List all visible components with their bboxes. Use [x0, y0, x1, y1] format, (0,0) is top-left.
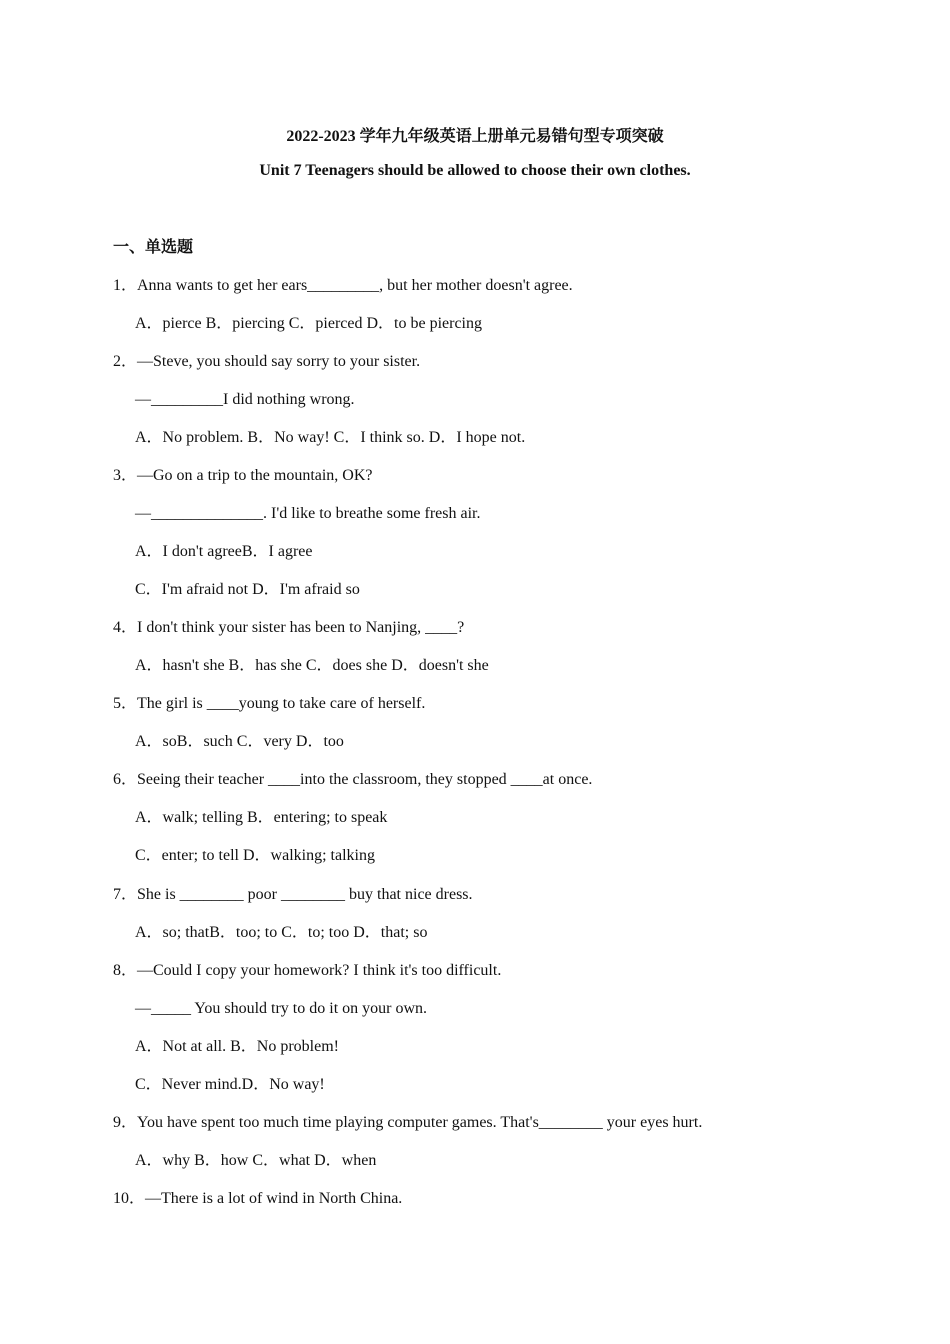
question-2-options: A．No problem. B．No way! C．I think so. D．I hope not. — [135, 429, 526, 446]
question-3-dialog: —______________. I'd like to breathe some fresh air. — [135, 505, 481, 522]
question-7-stem: 7．She is ________ poor ________ buy that nice dress. — [113, 886, 473, 903]
question-10-stem: 10．—There is a lot of wind in North China. — [113, 1190, 403, 1207]
question-8-stem: 8．—Could I copy your homework? I think it's too difficult. — [113, 962, 502, 979]
question-4-stem: 4．I don't think your sister has been to Nanjing, ____? — [113, 619, 465, 636]
document-title: 2022-2023 学年九年级英语上册单元易错句型专项突破 — [286, 128, 664, 145]
section-heading: 一、单选题 — [113, 239, 194, 256]
question-2-stem: 2．—Steve, you should say sorry to your sister. — [113, 353, 421, 370]
question-5-options: A．soB．such C．very D．too — [135, 733, 344, 750]
question-3-options-b: C．I'm afraid not D．I'm afraid so — [135, 581, 360, 598]
question-8-dialog: —_____ You should try to do it on your own. — [135, 1000, 428, 1017]
question-5-stem: 5．The girl is ____young to take care of herself. — [113, 695, 426, 712]
question-3-options-a: A．I don't agreeB．I agree — [135, 543, 313, 560]
question-1-stem: 1．Anna wants to get her ears_________, but her mother doesn't agree. — [113, 277, 573, 294]
question-3-stem: 3．—Go on a trip to the mountain, OK? — [113, 467, 373, 484]
question-7-options: A．so; thatB．too; to C．to; too D．that; so — [135, 924, 428, 941]
question-6-stem: 6．Seeing their teacher ____into the classroom, they stopped ____at once. — [113, 771, 593, 788]
question-4-options: A．hasn't she B．has she C．does she D．doesn't she — [135, 657, 489, 674]
question-1-options: A．pierce B．piercing C．pierced D．to be piercing — [135, 315, 483, 332]
question-8-options-b: C．Never mind.D．No way! — [135, 1076, 325, 1093]
question-6-options-a: A．walk; telling B．entering; to speak — [135, 809, 388, 826]
question-9-stem: 9．You have spent too much time playing computer games. That's________ your eyes hurt. — [113, 1114, 703, 1131]
question-8-options-a: A．Not at all. B．No problem! — [135, 1038, 339, 1055]
question-6-options-b: C．enter; to tell D．walking; talking — [135, 847, 375, 864]
document-subtitle: Unit 7 Teenagers should be allowed to choose their own clothes. — [259, 162, 691, 179]
question-9-options: A．why B．how C．what D．when — [135, 1152, 377, 1169]
question-2-dialog: —_________I did nothing wrong. — [135, 391, 355, 408]
